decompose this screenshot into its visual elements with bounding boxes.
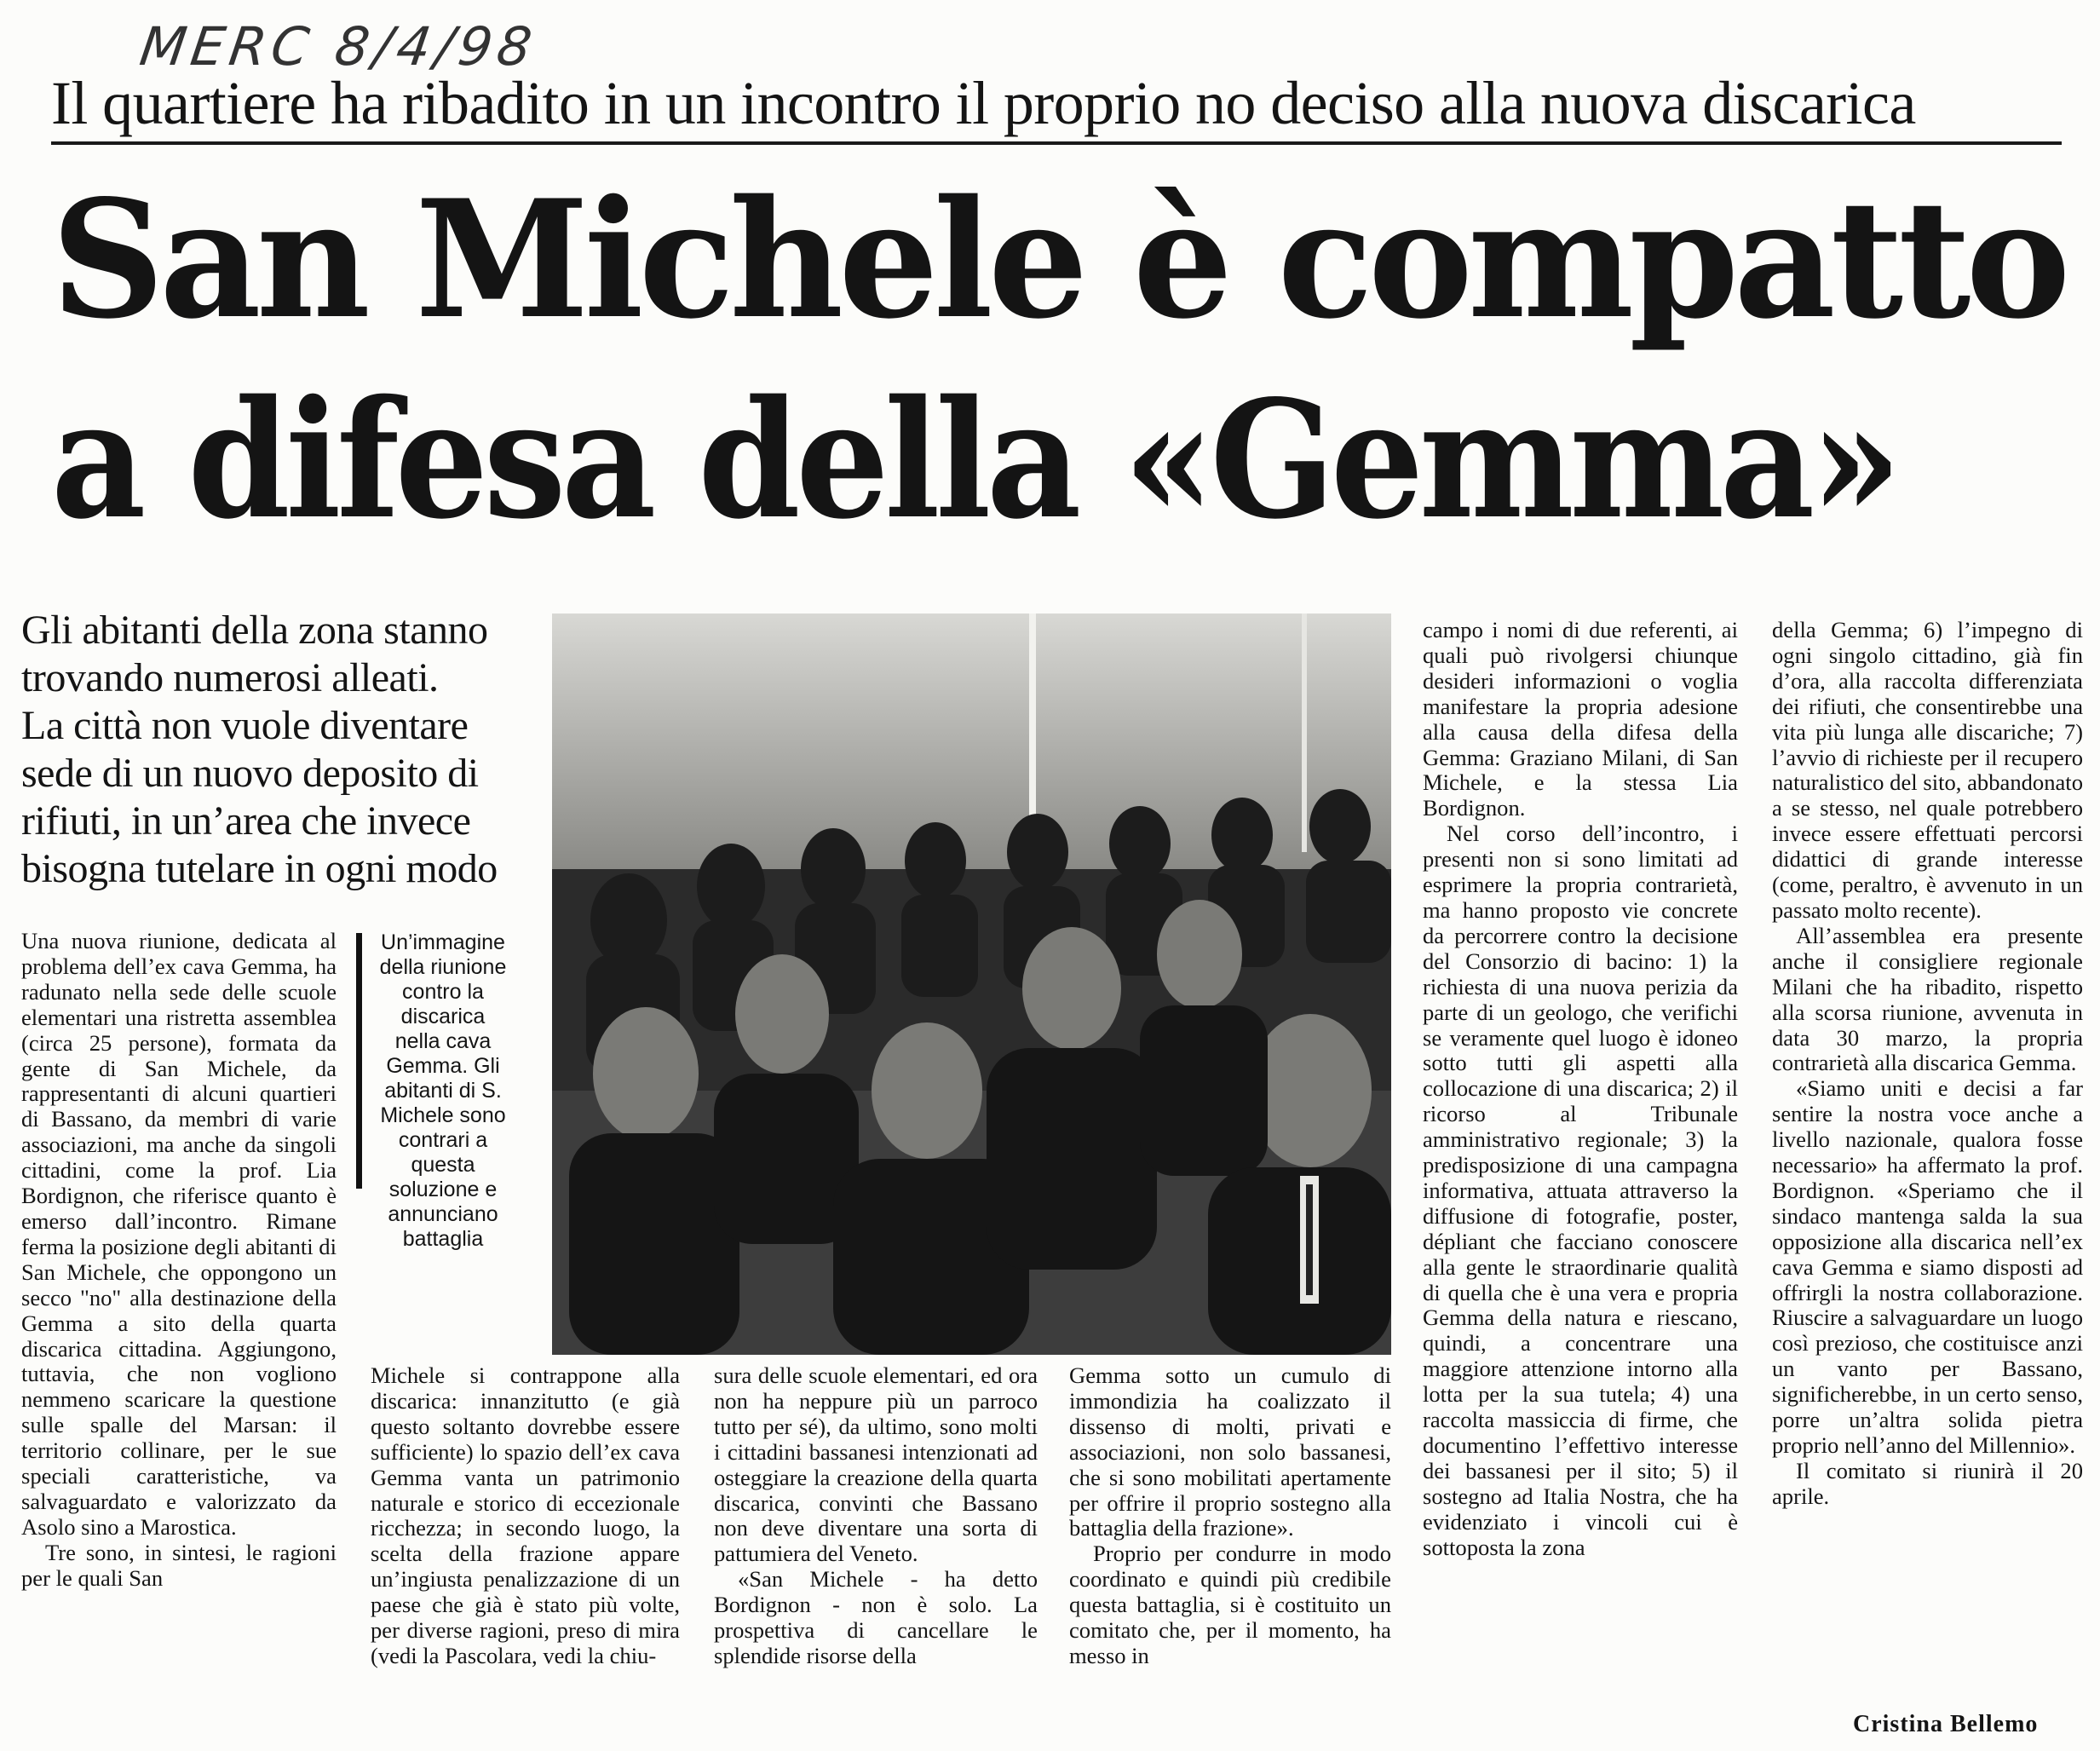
article-paragraph: Proprio per condurre in modo coordinato e quindi più credibile questa battaglia, si è costituito un comitato che, per il momento, ha messo in [1069, 1541, 1391, 1668]
column-1 [21, 929, 337, 1592]
headline-line-2: a difesa della «Gemma» [51, 365, 1897, 555]
kicker-headline: Il quartiere ha ribadito in un incontro il proprio no deciso alla nuova discarica [51, 69, 1916, 137]
article-paragraph: Il comitato si riunirà il 20 aprile. [1772, 1457, 2083, 1509]
column-6 [1772, 618, 2083, 1510]
headline-line-1: San Michele è compatto [51, 164, 2066, 354]
article-paragraph: Tre sono, in sintesi, le ragioni per le quali San [21, 1539, 337, 1591]
article-paragraph: Gemma sotto un cumulo di immondizia ha coalizzato il dissenso di molti, privati e associazioni, non solo bassanesi, che si sono mobilitati apertamente per offrire il proprio sostegno alla battaglia della frazione». [1069, 1362, 1391, 1541]
standfirst-line: bisogna tutelare in ogni modo [21, 846, 498, 891]
byline: Cristina Bellemo [1853, 1711, 2039, 1737]
article-paragraph: All’assemblea era presente anche il consigliere regionale Milani che ha ribadito, rispetto alla scorsa riunione, avvenuta in data 30 marzo, la propria contrarietà alla discarica Gemma. [1772, 922, 2083, 1076]
column-4 [1069, 1363, 1391, 1669]
handwritten-date-note: MERC 8/4/98 [135, 15, 541, 78]
kicker-rule [51, 141, 2062, 145]
article-paragraph: Una nuova riunione, dedicata al problema dell’ex cava Gemma, ha radunato nella sede delle scuole elementari una ristretta assemblea (circa 25 persone), formata da gente di San Michele, da rappresentanti di alcuni quartieri di Bassano, da membri di varie associazioni, ma anche da singoli cittadini, come la prof. Lia Bordignon, che riferisce quanto è emerso dall’incontro. Rimane ferma la posizione degli abitanti di San Michele, che oppongono un secco "no" alla destinazione della Gemma a sito della quarta discarica cittadina. Aggiungono, tuttavia, che non vogliono nemmeno scaricare la questione sulle spalle del Marsan: il territorio collinare, per le sue speciali caratteristiche, va salvaguardato e valorizzato da Asolo sino a Marostica. [21, 928, 337, 1540]
article-paragraph: Michele si contrappone alla discarica: innanzitutto (e già questo soltanto dovrebbe essere sufficiente) lo spazio dell’ex cava Gemma vanta un patrimonio naturale e storico di eccezionale ricchezza; in secondo luogo, la scelta della frazione appare un’ingiusta penalizzazione di un paese che già è stato più volte, per diverse ragioni, preso di mira (vedi la Pascolara, vedi la chiu- [371, 1362, 680, 1668]
standfirst-line: sede di un nuovo deposito di [21, 751, 479, 796]
photo-caption: Un’immagine della riunione contro la discarica nella cava Gemma. Gli abitanti di S. Michele sono contrari a questa soluzione e annunciano battaglia [379, 930, 507, 1251]
article-paragraph: della Gemma; 6) l’impegno di ogni singolo cittadino, già fin d’ora, alla raccolta differenziata dei rifiuti, che consentirebbe una vita più lunga alle discariche; 7) l’avvio di richieste per il recupero naturalistico del sito, abbandonato a se stesso, nel quale potrebbero invece essere effettuati percorsi didattici di grande interesse (come, peraltro, è avvenuto in un passato molto recente). [1772, 617, 2083, 923]
column-2 [371, 1363, 680, 1669]
audience-photo-graphic [552, 613, 1391, 1355]
standfirst-line: Gli abitanti della zona stanno [21, 608, 488, 653]
standfirst-line: La città non vuole diventare [21, 703, 469, 748]
caption-bar [356, 933, 362, 1189]
standfirst [21, 607, 532, 893]
article-paragraph: campo i nomi di due referenti, ai quali può rivolgersi chiunque desideri informazioni o voglia manifestare la propria adesione alla causa della difesa della Gemma: Graziano Milani, di San Michele, e la stessa Lia Bordignon. [1423, 617, 1738, 821]
article-paragraph: «Siamo uniti e decisi a far sentire la nostra voce anche a livello nazionale, qualora fosse necessario» ha affermato la prof. Bordignon. «Speriamo che il sindaco mantenga salda la sua opposizione alla discarica nell’ex cava Gemma e siamo disposti ad offrirgli la nostra collaborazione. Riuscire a salvaguardare un luogo così prezioso, che costituisce anzi un vanto per Bassano, significherebbe, in un certo senso, porre un’altra solida pietra proprio nell’anno del Millennio». [1772, 1075, 2083, 1458]
standfirst-line: rifiuti, in un’area che invece [21, 798, 471, 844]
standfirst-line: trovando numerosi alleati. [21, 655, 439, 700]
article-paragraph: sura delle scuole elementari, ed ora non ha neppure più un parroco tutto per sé), da ultimo, sono molti i cittadini bassanesi intenzionati ad osteggiare la creazione della quarta discarica, convinti che Bassano non deve diventare una sorta di pattumiera del Veneto. [714, 1362, 1038, 1567]
column-5 [1423, 618, 1738, 1561]
meeting-photo [552, 613, 1391, 1355]
article-paragraph: «San Michele - ha detto Bordignon - non è solo. La prospettiva di cancellare le splendide risorse della [714, 1566, 1038, 1668]
article-paragraph: Nel corso dell’incontro, i presenti non si sono limitati ad esprimere la propria contrarietà, ma hanno proposto vie concrete da percorrere contro la decisione del Consorzio di bacino: 1) la richiesta di una nuova perizia da parte di un geologo, che verifichi se veramente quel luogo è idoneo sotto tutti gli aspetti alla collocazione di una discarica; 2) il ricorso al Tribunale amministrativo regionale; 3) la predisposizione di una campagna informativa, attuata attraverso la diffusione di fotografie, poster, dépliant che facciano conoscere alla gente le straordinarie qualità di quella che è una vera e propria Gemma della natura e riescano, quindi, a concentrare una maggiore attenzione intorno alla lotta per la sua tutela; 4) una raccolta massiccia di firme, che documentino l’effettivo interesse dei bassanesi per il sito; 5) il sostegno ad Italia Nostra, che ha evidenziato i vincoli cui è sottoposta la zona [1423, 821, 1738, 1560]
column-3 [714, 1363, 1038, 1669]
